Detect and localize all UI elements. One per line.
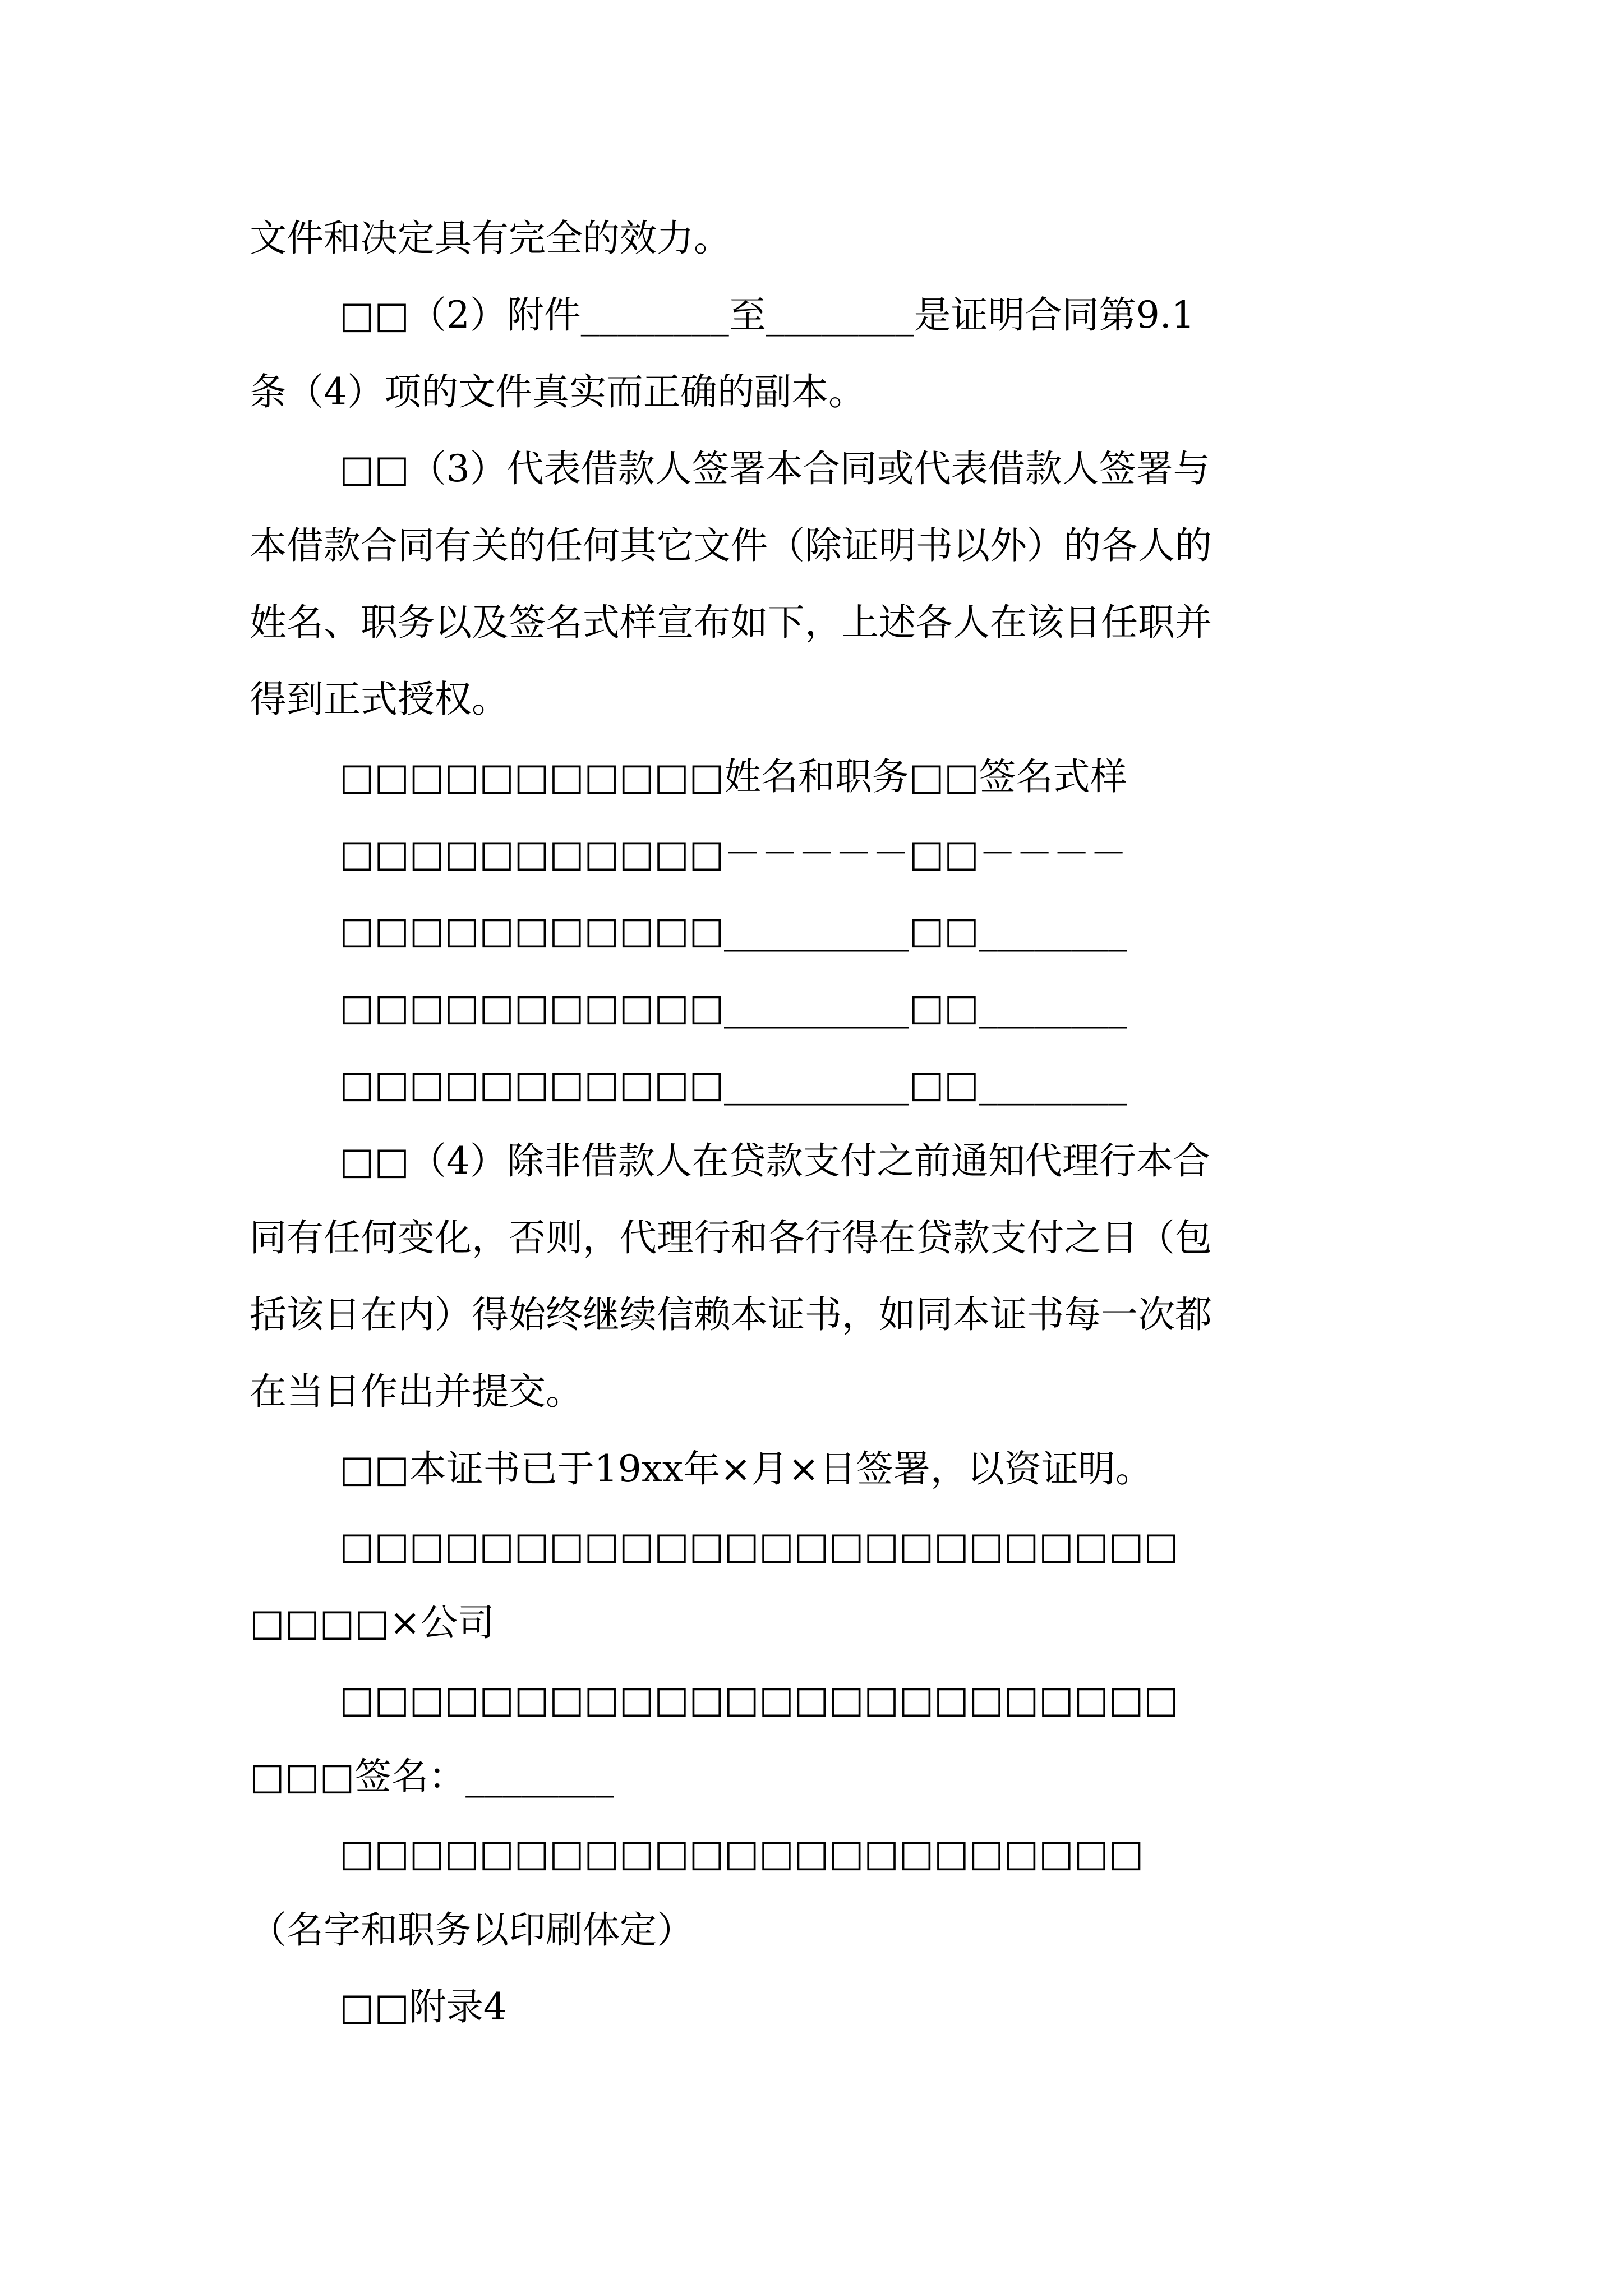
text-line-22: □□□□□□□□□□□□□□□□□□□□□□□ — [339, 1832, 1144, 1875]
table-blank-line-1: □□□□□□□□□□□__________□□________ — [339, 909, 1127, 952]
text-line-4: □□（3）代表借款人签署本合同或代表借款人签署与 — [339, 447, 1210, 490]
text-line-5: 本借款合同有关的任何其它文件（除证明书以外）的各人的 — [250, 524, 1212, 567]
text-line-20: □□□□□□□□□□□□□□□□□□□□□□□□ — [339, 1678, 1179, 1721]
text-line-14: 同有任何变化，否则，代理行和各行得在贷款支付之日（包 — [250, 1216, 1212, 1259]
text-line-17: □□本证书已于19xx年×月×日签署，以资证明。 — [339, 1447, 1152, 1490]
text-line-3: 条（4）项的文件真实而正确的副本。 — [250, 370, 865, 413]
print-name-note: （名字和职务以印刷体定） — [250, 1908, 694, 1952]
appendix-heading: □□附录4 — [339, 1985, 507, 2028]
text-line-13: □□（4）除非借款人在贷款支付之前通知代理行本合 — [339, 1139, 1210, 1182]
table-dash-line: □□□□□□□□□□□－－－－－□□－－－－ — [339, 832, 1127, 875]
table-header-line: □□□□□□□□□□□姓名和职务□□签名式样 — [339, 755, 1127, 798]
text-line-7: 得到正式授权。 — [250, 678, 509, 721]
text-line-16: 在当日作出并提交。 — [250, 1370, 583, 1413]
table-blank-line-2: □□□□□□□□□□□__________□□________ — [339, 986, 1127, 1029]
company-line: □□□□×公司 — [250, 1601, 495, 1644]
signature-line: □□□签名：________ — [250, 1755, 614, 1798]
text-line-2: □□（2）附件________至________是证明合同第9.1 — [339, 293, 1195, 337]
table-blank-line-3: □□□□□□□□□□□__________□□________ — [339, 1062, 1127, 1106]
text-line-6: 姓名、职务以及签名式样宣布如下，上述各人在该日任职并 — [250, 601, 1212, 644]
text-line-15: 括该日在内）得始终继续信赖本证书，如同本证书每一次都 — [250, 1293, 1212, 1336]
text-line-1: 文件和决定具有完全的效力。 — [250, 217, 731, 260]
text-line-18: □□□□□□□□□□□□□□□□□□□□□□□□ — [339, 1524, 1179, 1567]
